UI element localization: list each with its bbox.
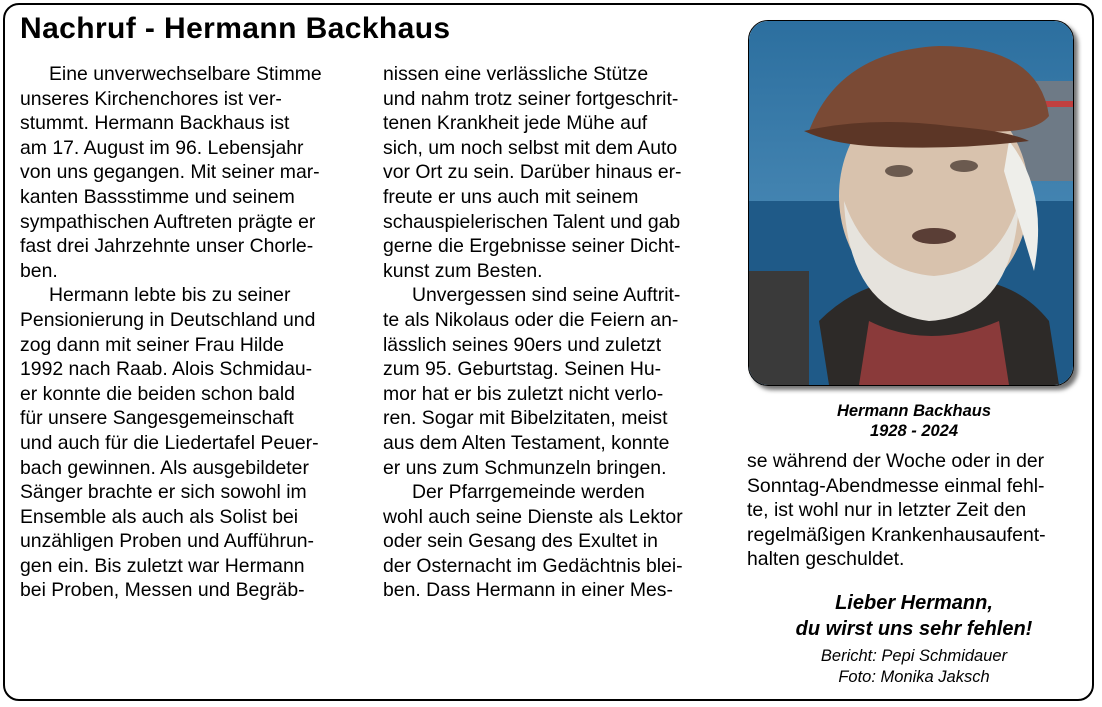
text-line: der Osternacht im Gedächtnis blei-	[383, 554, 683, 577]
text-line: aus dem Alten Testament, konnte	[383, 431, 670, 454]
text-line: Der Pfarrgemeinde werden	[412, 481, 645, 504]
text-line: er uns zum Schmunzeln bringen.	[383, 456, 667, 479]
text-line: halten geschuldet.	[747, 548, 905, 571]
text-line: bach gewinnen. Als ausgebildeter	[20, 456, 309, 479]
text-line: wohl auch seine Dienste als Lektor	[383, 505, 683, 528]
text-line: Sänger brachte er sich sowohl im	[20, 481, 307, 504]
credit-photo: Foto: Monika Jaksch	[838, 668, 990, 686]
farewell-line-2: du wirst uns sehr fehlen!	[795, 618, 1033, 640]
text-line: kanten Bassstimme und seinem	[20, 185, 295, 208]
text-line: mor hat er bis zuletzt nicht verlo-	[383, 382, 664, 405]
text-line: Ensemble als auch als Solist bei	[20, 505, 299, 528]
text-line: nissen eine verlässliche Stütze	[383, 63, 649, 85]
text-line: und auch für die Liedertafel Peuer-	[20, 431, 319, 454]
text-line: se während der Woche oder in der	[747, 450, 1045, 472]
text-line: unseres Kirchenchores ist ver-	[20, 87, 282, 110]
text-line: stummt. Hermann Backhaus ist	[20, 112, 290, 135]
portrait-illustration	[749, 21, 1073, 385]
caption-name: Hermann Backhaus	[836, 402, 992, 420]
farewell-line-1: Lieber Hermann,	[835, 592, 993, 614]
caption-years: 1928 - 2024	[869, 422, 959, 440]
text-line: und nahm trotz seiner fortgeschrit-	[383, 87, 679, 110]
text-line: regelmäßigen Krankenhausaufent-	[747, 523, 1046, 546]
article-title: Nachruf - Hermann Backhaus	[20, 12, 451, 45]
text-line: zum 95. Geburtstag. Seinen Hu-	[383, 358, 662, 381]
text-column-3	[747, 449, 1046, 572]
text-line: te, ist wohl nur in letzter Zeit den	[747, 499, 1027, 522]
photo-caption	[747, 401, 1081, 441]
text-line: gen ein. Bis zuletzt war Hermann	[20, 554, 305, 577]
text-line: 1992 nach Raab. Alois Schmidau-	[20, 358, 313, 381]
text-line: zog dann mit seiner Frau Hilde	[20, 333, 285, 356]
text-line: Sonntag-Abendmesse einmal fehl-	[747, 474, 1045, 497]
text-line: freute er uns auch mit seinem	[383, 185, 639, 208]
farewell-message	[747, 590, 1081, 642]
text-line: gerne die Ergebnisse seiner Dicht-	[383, 235, 681, 258]
text-column-2	[383, 62, 683, 603]
text-column-1	[20, 62, 322, 603]
text-line: ben. Dass Hermann in einer Mes-	[383, 579, 673, 602]
text-line: te als Nikolaus oder die Feiern an-	[383, 308, 679, 331]
text-line: oder sein Gesang des Exultet in	[383, 530, 658, 553]
text-line: Unvergessen sind seine Auftrit-	[412, 284, 681, 307]
text-line: schauspielerischen Talent und gab	[383, 210, 681, 233]
text-line: vor Ort zu sein. Darüber hinaus er-	[383, 161, 682, 184]
text-line: sich, um noch selbst mit dem Auto	[383, 136, 678, 159]
portrait-photo	[748, 20, 1074, 386]
text-line: von uns gegangen. Mit seiner mar-	[20, 161, 320, 184]
text-line: tenen Krankheit jede Mühe auf	[383, 112, 648, 135]
credits	[747, 646, 1081, 688]
text-line: kunst zum Besten.	[383, 259, 543, 282]
credit-report: Bericht: Pepi Schmidauer	[820, 647, 1008, 665]
text-line: sympathischen Auftreten prägte er	[20, 210, 316, 233]
text-line: bei Proben, Messen und Begräb-	[20, 579, 305, 602]
text-line: am 17. August im 96. Lebensjahr	[20, 136, 304, 159]
text-line: lässlich seines 90ers und zuletzt	[383, 333, 662, 356]
text-line: für unsere Sangesgemeinschaft	[20, 407, 294, 430]
text-line: er konnte die beiden schon bald	[20, 382, 295, 405]
text-line: Pensionierung in Deutschland und	[20, 308, 316, 331]
text-line: fast drei Jahrzehnte unser Chorle-	[20, 235, 314, 258]
text-line: unzähligen Proben und Aufführun-	[20, 530, 314, 553]
text-line: ren. Sogar mit Bibelzitaten, meist	[383, 407, 668, 430]
text-line: Hermann lebte bis zu seiner	[49, 284, 291, 307]
text-line: ben.	[20, 259, 58, 282]
text-line: Eine unverwechselbare Stimme	[49, 63, 322, 85]
